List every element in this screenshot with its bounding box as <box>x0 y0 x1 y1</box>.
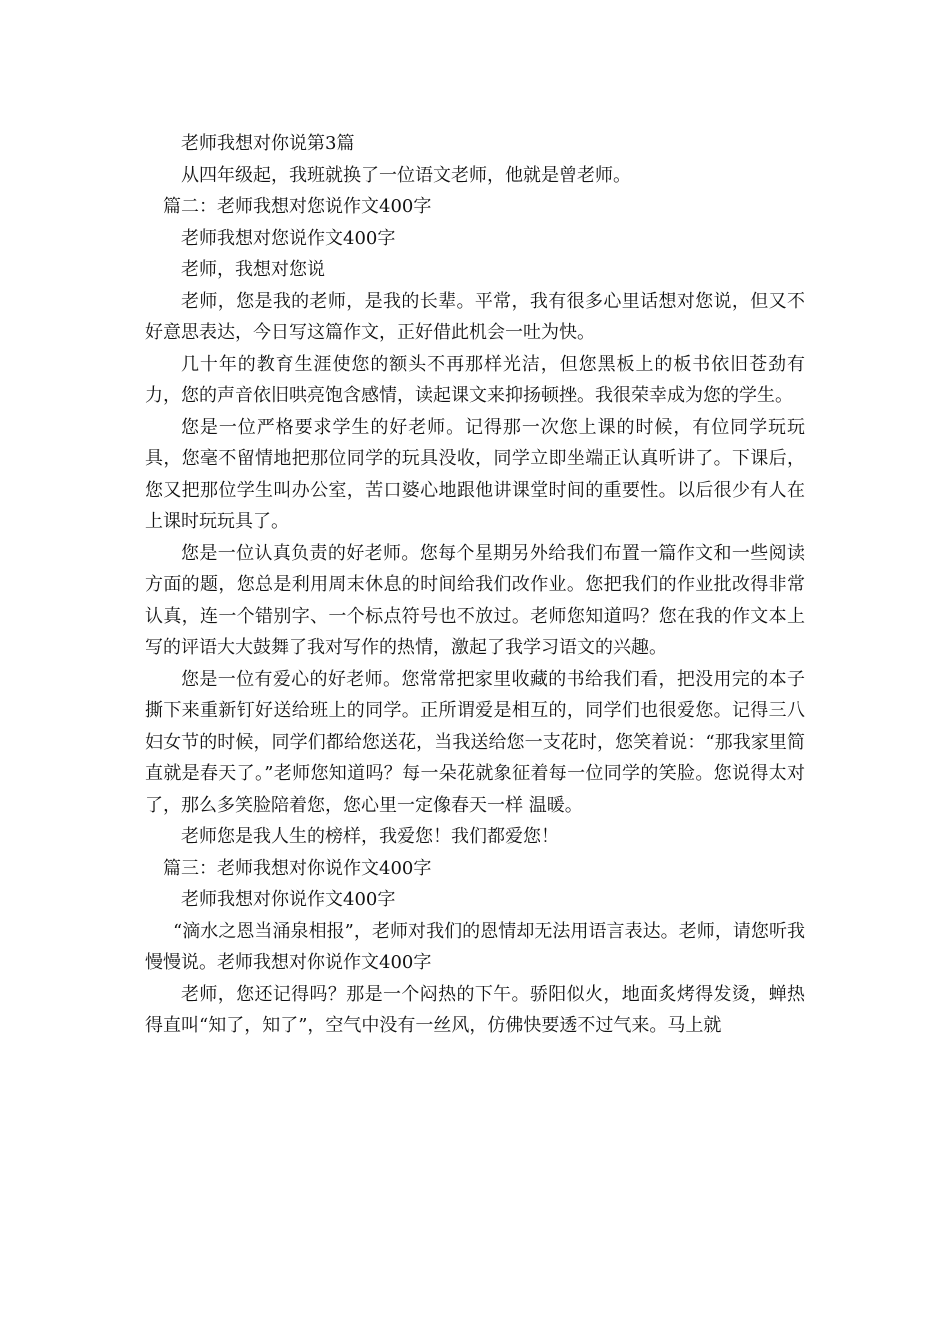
section-heading-2: 篇二：老师我想对您说作文400字 <box>163 196 432 217</box>
paragraph: “滴水之恩当涌泉相报”，老师对我们的恩情却无法用语言表达。老师，请您听我慢慢说。老师我想对你说作文400字 <box>145 920 805 973</box>
document-body <box>145 128 805 1042</box>
paragraph: 您是一位严格要求学生的好老师。记得那一次您上课的时候，有位同学玩玩具，您毫不留情地把那位同学的玩具没收，同学立即坐端正认真听讲了。下课后，您又把那位学生叫办公室，苦口婆心地跟他讲课堂时间的重要性。以后很少有人在上课时玩玩具了。 <box>145 416 805 532</box>
paragraph: 老师，您是我的老师，是我的长辈。平常，我有很多心里话想对您说，但又不好意思表达，今日写这篇作文，正好借此机会一吐为快。 <box>145 290 805 343</box>
paragraph: 从四年级起，我班就换了一位语文老师，他就是曾老师。 <box>181 164 631 186</box>
section-heading-3: 篇三：老师我想对你说作文400字 <box>163 857 432 879</box>
paragraph: 老师，您还记得吗？那是一个闷热的下午。骄阳似火，地面炙烤得发烫，蝉热得直叫“知了，知了”，空气中没有一丝风，仿佛快要透不过气来。马上就 <box>145 983 805 1036</box>
article-title: 老师我想对您说作文400字 <box>181 227 396 249</box>
paragraph: 您是一位认真负责的好老师。您每个星期另外给我们布置一篇作文和一些阅读方面的题，您总是利用周末休息的时间给我们改作业。您把我们的作业批改得非常认真，连一个错别字、一个标点符号也不放过。老师您知道吗？您在我的作文本上写的评语大大鼓舞了我对写作的热情，激起了我学习语文的兴趣。 <box>145 542 805 658</box>
paragraph: 您是一位有爱心的好老师。您常常把家里收藏的书给我们看，把没用完的本子撕下来重新钉好送给班上的同学。正所谓爱是相互的，同学们也很爱您。记得三八妇女节的时候，同学们都给您送花，当我送给您一支花时，您笑着说：“那我家里简直就是春天了。”老师您知道吗？每一朵花就象征着每一位同学的笑脸。您说得太对了，那么多笑脸陪着您，您心里一定像春天一样 温暖。 <box>145 668 805 816</box>
paragraph: 老师您是我人生的榜样，我爱您！我们都爱您！ <box>181 826 559 847</box>
paragraph-title-3: 老师我想对你说第3篇 <box>181 133 355 154</box>
article-subtitle: 老师，我想对您说 <box>181 259 325 280</box>
paragraph: 几十年的教育生涯使您的额头不再那样光洁，但您黑板上的板书依旧苍劲有力，您的声音依旧哄亮饱含感情，读起课文来抑扬顿挫。我很荣幸成为您的学生。 <box>145 353 805 406</box>
article-title: 老师我想对你说作文400字 <box>181 889 396 910</box>
